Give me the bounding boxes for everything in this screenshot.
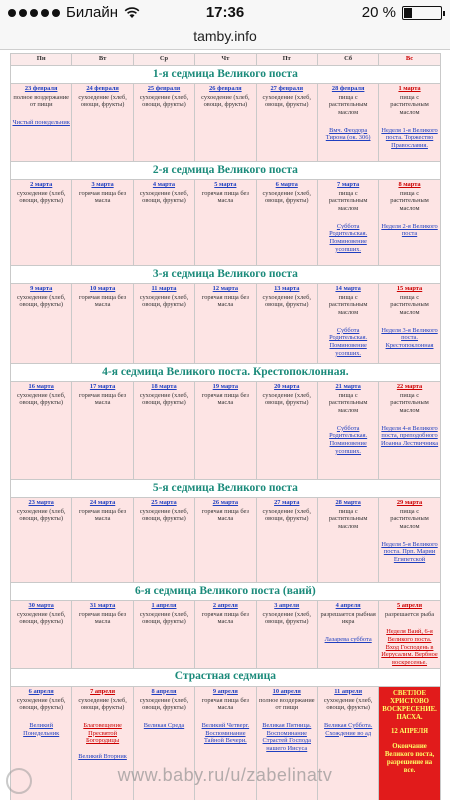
weekday-header: Вт: [72, 54, 133, 66]
day-cell: [195, 84, 256, 162]
day-cell: [317, 284, 378, 364]
date-link[interactable]: 9 апреля: [212, 687, 238, 695]
fasting-rule: сухоедение (хлеб, овощи, фрукты): [16, 293, 66, 309]
week-title: 2-я седмица Великого поста: [11, 162, 441, 180]
day-cell: [72, 284, 133, 364]
feast-link[interactable]: Великий Понедельник: [23, 721, 60, 737]
day-cell: [256, 180, 317, 266]
fasting-rule: горячая пища без масла: [78, 293, 127, 309]
easter-title: СВЕТЛОЕ ХРИСТОВО ВОСКРЕСЕНИЕ. ПАСХА.: [382, 689, 437, 722]
week-title: 4-я седмица Великого поста. Крестопоклонная.: [11, 364, 441, 382]
date-link[interactable]: 30 марта: [28, 602, 54, 609]
day-cell: [11, 498, 72, 583]
feast-link[interactable]: Суббота Родительская. Поминовение усопших.: [329, 424, 368, 455]
date-link[interactable]: 25 марта: [151, 499, 177, 506]
fasting-rule: пища с растительным маслом: [390, 391, 429, 415]
date-link[interactable]: 31 марта: [89, 602, 116, 609]
battery-icon: [402, 6, 442, 20]
date-link[interactable]: 19 марта: [212, 383, 239, 390]
day-cell: [379, 601, 440, 669]
status-right: [362, 4, 442, 21]
fasting-rule: сухоедение (хлеб, овощи, фрукты): [139, 696, 189, 712]
url-bar[interactable]: tamby.info: [0, 26, 450, 50]
fasting-rule: сухоедение (хлеб, овощи, фрукты): [78, 93, 127, 109]
day-cell: [195, 180, 256, 266]
week-days-row: [11, 84, 441, 162]
day-cell: [317, 180, 378, 266]
day-cell: [379, 284, 440, 364]
date-link[interactable]: 7 апреля: [90, 687, 116, 695]
day-cell: [11, 601, 72, 669]
week-days-row: [11, 382, 441, 480]
fasting-rule: пища с растительным маслом: [390, 293, 429, 317]
weekday-header: Вс: [379, 54, 440, 66]
fasting-rule: разрешается рыба: [385, 610, 435, 618]
day-cell: [11, 180, 72, 266]
date-link[interactable]: 4 марта: [152, 181, 176, 188]
date-link[interactable]: 16 марта: [28, 383, 54, 390]
fasting-rule: горячая пища без масла: [201, 696, 249, 712]
fasting-rule: сухоедение (хлеб, овощи, фрукты): [16, 189, 66, 205]
date-link[interactable]: 6 апреля: [28, 687, 54, 695]
date-link[interactable]: 13 марта: [274, 285, 300, 292]
week-title: 6-я седмица Великого поста (ваий): [11, 583, 441, 601]
day-cell: [317, 498, 378, 583]
status-bar: [0, 0, 450, 26]
carrier-name: Билайн: [66, 4, 118, 21]
fasting-rule: сухоедение (хлеб, овощи, фрукты): [323, 696, 373, 712]
date-link[interactable]: 11 марта: [151, 285, 177, 292]
week-title-row: [11, 583, 441, 601]
day-cell: [72, 382, 133, 480]
week-title: 1-я седмица Великого поста: [11, 66, 441, 84]
feast-link[interactable]: Суббота Родительская. Поминовение усопших.: [329, 222, 368, 253]
week-days-row: [11, 284, 441, 364]
day-cell: [195, 284, 256, 364]
date-link[interactable]: 27 февраля: [270, 85, 304, 92]
day-cell: [72, 180, 133, 266]
weekday-header-row: [11, 54, 441, 66]
day-cell: [379, 84, 440, 162]
date-link[interactable]: 3 апреля: [274, 602, 300, 609]
fasting-rule: сухоедение (хлеб, овощи, фрукты): [139, 391, 189, 407]
fasting-rule: горячая пища без масла: [78, 391, 127, 407]
date-link[interactable]: 18 марта: [151, 383, 177, 390]
day-cell: [133, 498, 194, 583]
week-title: 5-я седмица Великого поста: [11, 480, 441, 498]
week-title-row: [11, 162, 441, 180]
day-cell: [72, 84, 133, 162]
day-cell: [195, 498, 256, 583]
week-days-row: [11, 601, 441, 669]
fasting-rule: сухоедение (хлеб, овощи, фрукты): [262, 507, 311, 523]
feast-link[interactable]: Лазарева суббота: [324, 636, 372, 644]
date-link[interactable]: 5 марта: [214, 181, 237, 188]
fasting-rule: полное воздержание от пищи: [13, 93, 70, 109]
fasting-rule: пища с растительным маслом: [328, 507, 368, 531]
feast-link[interactable]: Великая Пятница. Воспоминание Страстей Господа нашего Иисуса: [262, 721, 312, 752]
date-link[interactable]: 28 февраля: [331, 85, 365, 92]
fasting-rule: горячая пища без масла: [201, 189, 249, 205]
feast-link[interactable]: Неделя 2-я Великого поста: [381, 222, 438, 238]
fasting-rule: сухоедение (хлеб, овощи, фрукты): [78, 696, 127, 712]
day-cell: [133, 382, 194, 480]
day-cell: [256, 284, 317, 364]
fasting-rule: полное воздержание от пищи: [258, 696, 315, 712]
day-cell: [256, 84, 317, 162]
feast-link[interactable]: Великая Суббота. Схождение во ад: [324, 721, 373, 737]
date-link[interactable]: 26 февраля: [209, 85, 242, 92]
feast-link[interactable]: Благовещение Пресвятой Богородицы: [83, 721, 122, 745]
weekday-header: Пт: [256, 54, 317, 66]
battery-percent: 20 %: [361, 4, 396, 21]
fasting-rule: сухоедение (хлеб, овощи, фрукты): [201, 93, 250, 109]
date-link[interactable]: 22 марта: [396, 383, 423, 390]
fasting-rule: горячая пища без масла: [78, 610, 127, 626]
fasting-rule: пища с растительным маслом: [390, 507, 429, 531]
date-link[interactable]: 5 апреля: [397, 602, 423, 609]
week-days-row: [11, 498, 441, 583]
watermark: www.baby.ru/u/zabelinatv: [117, 765, 333, 785]
day-cell: [256, 382, 317, 480]
week-days-row: [11, 180, 441, 266]
date-link[interactable]: 21 марта: [335, 383, 361, 390]
fasting-rule: сухоедение (хлеб, овощи, фрукты): [262, 189, 311, 205]
day-cell: [195, 601, 256, 669]
easter-date: 12 АПРЕЛЯ: [390, 728, 429, 736]
fasting-rule: сухоедение (хлеб, овощи, фрукты): [139, 610, 189, 626]
fasting-rule: сухоедение (хлеб, овощи, фрукты): [139, 93, 189, 109]
date-link[interactable]: 24 марта: [89, 499, 116, 506]
date-link[interactable]: 24 февраля: [86, 85, 119, 92]
feast-link[interactable]: Великий Вторник: [78, 752, 127, 760]
week-title-row: [11, 66, 441, 84]
date-link[interactable]: 28 марта: [335, 499, 361, 506]
date-link[interactable]: 10 марта: [89, 285, 116, 292]
feast-link[interactable]: Неделя 1-я Великого поста. Торжество Православия.: [381, 126, 438, 150]
lent-calendar-table: [10, 53, 441, 800]
feast-link[interactable]: Неделя 3-я Великого поста. Крестопоклонная: [381, 326, 438, 350]
day-cell: [256, 601, 317, 669]
fasting-rule: пища с растительным маслом: [390, 189, 429, 213]
week-title: Страстная седмица: [11, 668, 441, 686]
feast-link[interactable]: Великая Среда: [143, 721, 185, 729]
date-link[interactable]: 25 февраля: [147, 85, 181, 92]
fasting-rule: сухоедение (хлеб, овощи, фрукты): [262, 391, 311, 407]
weekday-header: Пн: [11, 54, 72, 66]
day-cell: [11, 84, 72, 162]
fasting-rule: горячая пища без масла: [201, 293, 249, 309]
date-link[interactable]: 23 марта: [28, 499, 54, 506]
day-cell: [195, 382, 256, 480]
day-cell: [379, 382, 440, 480]
day-cell: [317, 382, 378, 480]
fasting-rule: горячая пища без масла: [78, 189, 127, 205]
weekday-header: Сб: [317, 54, 378, 66]
date-link[interactable]: 1 марта: [398, 85, 421, 92]
date-link[interactable]: 17 марта: [89, 383, 116, 390]
fasting-rule: горячая пища без масла: [78, 507, 127, 523]
day-cell: [133, 284, 194, 364]
fasting-rule: горячая пища без масла: [201, 507, 249, 523]
fasting-rule: пища с растительным маслом: [328, 93, 368, 117]
date-link[interactable]: 29 марта: [396, 499, 423, 506]
date-link[interactable]: 6 марта: [275, 181, 298, 188]
lent-schedule: [0, 50, 450, 800]
feast-link[interactable]: Неделя 5-я Великого поста. Прп. Марии Египетской: [381, 540, 438, 564]
fasting-rule: сухоедение (хлеб, овощи, фрукты): [16, 610, 66, 626]
day-cell: [133, 180, 194, 266]
fasting-rule: сухоедение (хлеб, овощи, фрукты): [16, 507, 66, 523]
weekday-header: Чт: [195, 54, 256, 66]
feast-link[interactable]: Неделя 4-я Великого поста, преподобного Иоанна Лествичника: [380, 424, 439, 448]
clock: 17:36: [205, 4, 245, 21]
fasting-rule: разрешается рыбная икра: [320, 610, 376, 626]
day-cell: [379, 498, 440, 583]
week-title-row: [11, 364, 441, 382]
date-link[interactable]: 7 марта: [337, 181, 360, 188]
date-link[interactable]: 27 марта: [274, 499, 300, 506]
date-link[interactable]: 1 апреля: [151, 602, 177, 609]
week-title-row: [11, 668, 441, 686]
date-link[interactable]: 15 марта: [396, 285, 423, 292]
day-cell: [133, 601, 194, 669]
day-cell: [133, 84, 194, 162]
day-cell: [11, 382, 72, 480]
feast-link[interactable]: Великий Четверг. Воспоминание Тайной Вечери.: [201, 721, 250, 745]
date-link[interactable]: 11 апреля: [334, 687, 363, 695]
feast-link[interactable]: Суббота Родительская. Поминовение усопших.: [329, 326, 368, 357]
week-title-row: [11, 480, 441, 498]
date-link[interactable]: 9 марта: [30, 285, 53, 292]
easter-note: Окончание Великого поста, разрешение на все.: [384, 742, 435, 775]
fasting-rule: пища с растительным маслом: [390, 93, 429, 117]
feast-link[interactable]: Неделя Ваий, 6-я Великого поста. Вход Господень в Иерусалим. Вербное воскресенье.: [381, 628, 438, 667]
date-link[interactable]: 3 марта: [91, 181, 114, 188]
date-link[interactable]: 2 апреля: [212, 602, 238, 609]
date-link[interactable]: 4 апреля: [335, 602, 361, 609]
day-cell: [379, 180, 440, 266]
fasting-rule: сухоедение (хлеб, овощи, фрукты): [16, 696, 66, 712]
fasting-rule: горячая пища без масла: [201, 610, 249, 626]
fasting-rule: сухоедение (хлеб, овощи, фрукты): [139, 189, 189, 205]
date-link[interactable]: 12 марта: [212, 285, 239, 292]
fasting-rule: сухоедение (хлеб, овощи, фрукты): [139, 293, 189, 309]
fasting-rule: пища с растительным маслом: [328, 391, 368, 415]
weekday-header: Ср: [133, 54, 194, 66]
week-title: 3-я седмица Великого поста: [11, 266, 441, 284]
date-link[interactable]: 8 марта: [398, 181, 421, 188]
week-title-row: [11, 266, 441, 284]
feast-link[interactable]: Чистый понедельник: [12, 119, 70, 127]
fasting-rule: пища с растительным маслом: [328, 189, 368, 213]
fasting-rule: сухоедение (хлеб, овощи, фрукты): [262, 293, 311, 309]
day-cell: [317, 84, 378, 162]
day-cell: [72, 498, 133, 583]
day-cell: [72, 601, 133, 669]
day-cell: [317, 601, 378, 669]
date-link[interactable]: 26 марта: [212, 499, 239, 506]
fasting-rule: сухоедение (хлеб, овощи, фрукты): [16, 391, 66, 407]
fasting-rule: сухоедение (хлеб, овощи, фрукты): [262, 610, 311, 626]
date-link[interactable]: 20 марта: [274, 383, 300, 390]
date-link[interactable]: 14 марта: [335, 285, 361, 292]
date-link[interactable]: 8 апреля: [151, 687, 177, 695]
battery-fill: [404, 8, 412, 18]
feast-link[interactable]: Вмч. Феодора Тирона (ок. 306): [325, 126, 371, 142]
day-cell: [11, 284, 72, 364]
fasting-rule: сухоедение (хлеб, овощи, фрукты): [262, 93, 311, 109]
day-cell: [256, 498, 317, 583]
date-link[interactable]: 23 февраля: [24, 85, 58, 92]
fasting-rule: горячая пища без масла: [201, 391, 249, 407]
fasting-rule: сухоедение (хлеб, овощи, фрукты): [139, 507, 189, 523]
date-link[interactable]: 10 апреля: [272, 687, 301, 695]
fasting-rule: пища с растительным маслом: [328, 293, 368, 317]
date-link[interactable]: 2 марта: [30, 181, 53, 188]
